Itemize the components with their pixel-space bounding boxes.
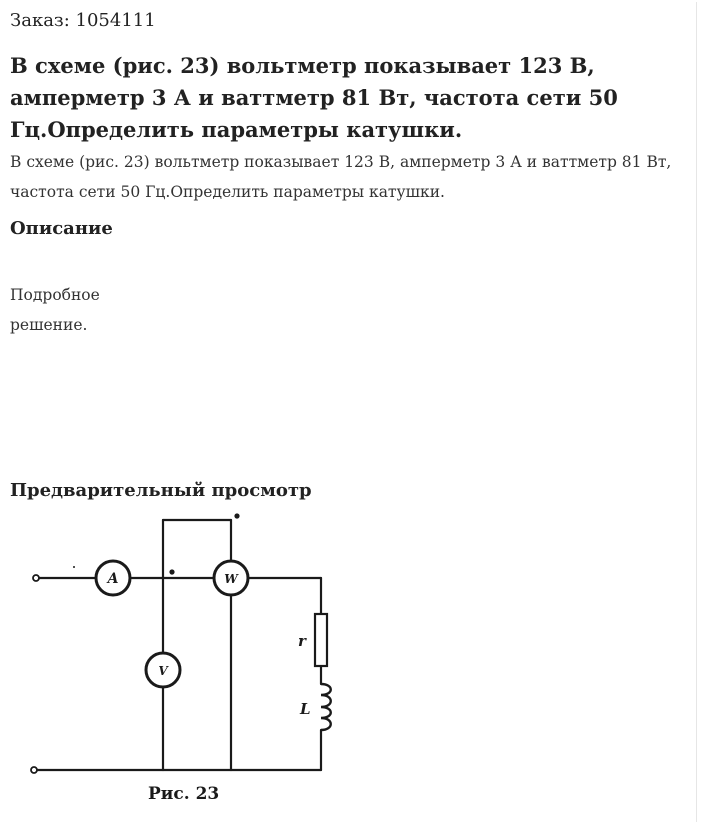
resistor	[315, 614, 327, 666]
speck	[73, 566, 75, 568]
figure-caption: Рис. 23	[148, 784, 220, 804]
description-line-1: Подробное	[10, 286, 100, 304]
order-number: Заказ: 1054111	[10, 10, 156, 31]
page-title: В схеме (рис. 23) вольтметр показывает 123 В, амперметр 3 А и ваттметр 81 Вт, частота сети 50 Гц.Определить параметры катушки.	[10, 53, 618, 142]
resistor-label: r	[298, 632, 306, 650]
terminal-top	[33, 575, 39, 581]
description-heading: Описание	[10, 218, 113, 239]
voltmeter-label: V	[158, 664, 168, 678]
circuit-diagram	[18, 508, 358, 808]
preview-heading: Предварительный просмотр	[10, 480, 312, 501]
polarity-dot-1	[169, 569, 174, 574]
inductor	[321, 684, 331, 730]
description-text	[10, 280, 160, 340]
description-line-2: решение.	[10, 316, 88, 334]
ammeter-label: A	[107, 571, 119, 587]
terminal-bottom	[31, 767, 37, 773]
polarity-dot-2	[234, 513, 239, 518]
wattmeter-label: W	[224, 572, 238, 586]
circuit-svg	[18, 508, 358, 788]
problem-text: В схеме (рис. 23) вольтметр показывает 123 В, амперметр 3 А и ваттметр 81 Вт, частота сети 50 Гц.Определить параметры катушки.	[10, 153, 672, 201]
inductor-label: L	[300, 700, 311, 718]
